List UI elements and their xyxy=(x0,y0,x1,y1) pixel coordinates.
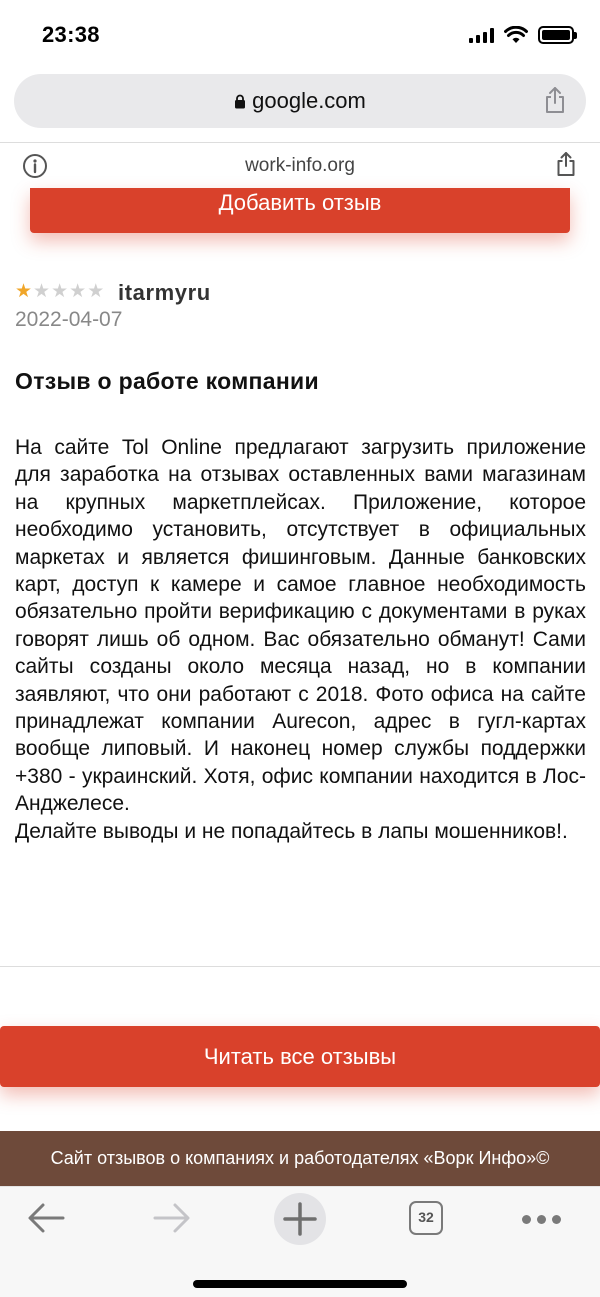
review-date: 2022-04-07 xyxy=(15,308,123,331)
review-title: Отзыв о работе компании xyxy=(15,368,319,394)
home-indicator xyxy=(193,1280,407,1288)
site-footer: Сайт отзывов о компаниях и работодателях «Ворк Инфо»© xyxy=(0,1131,600,1186)
new-tab-button[interactable] xyxy=(274,1193,326,1245)
star-empty-icon: ★ xyxy=(51,281,69,302)
review-paragraph: На сайте Tol Online предлагают загрузить приложение для заработка на отзывах оставленных вами магазинам на крупных маркетплейсах. Приложение, которое необходимо установить, отсутствует в официальных маркетах и является фишинговым. Данные банковских карт, доступ к камере и самое главное необходимость обязательно пройти верификацию с документами в руках говорят лишь об одном. Вас обязательно обманут! Сами сайты созданы около месяца назад, но в компании заявляют, что они работают с 2018. Фото офиса на сайте принадлежат компании Aurecon, адрес в гугл-картах вообще липовый. И наконец номер службы поддержки +380 - украинский. Хотя, офис компании находится в Лос-Анджелесе. xyxy=(15,436,586,816)
read-all-reviews-button[interactable]: Читать все отзывы xyxy=(0,1026,600,1087)
url-text: google.com xyxy=(252,88,366,113)
review-paragraph: Делайте выводы и не попадайтесь в лапы мошенников!. xyxy=(15,819,568,843)
star-filled-icon: ★ xyxy=(15,281,33,302)
status-icons xyxy=(469,26,574,44)
battery-icon xyxy=(538,26,574,44)
status-time: 23:38 xyxy=(42,22,100,47)
site-info-bar xyxy=(0,142,600,188)
plus-icon xyxy=(283,1202,317,1236)
wifi-icon xyxy=(504,26,528,44)
star-empty-icon: ★ xyxy=(33,281,51,302)
more-icon[interactable] xyxy=(522,1215,561,1224)
address-bar-center xyxy=(14,74,586,128)
tab-count-button[interactable]: 32 xyxy=(409,1201,443,1235)
cellular-signal-icon xyxy=(469,27,494,43)
lock-icon xyxy=(234,94,246,109)
forward-arrow-icon[interactable] xyxy=(152,1201,192,1235)
review-body xyxy=(15,434,586,845)
browser-toolbar xyxy=(0,1186,600,1297)
star-empty-icon: ★ xyxy=(87,281,105,302)
review-author: itarmyru xyxy=(118,280,211,305)
add-review-button[interactable]: Добавить отзыв xyxy=(30,188,570,233)
star-empty-icon: ★ xyxy=(69,281,87,302)
status-bar xyxy=(0,0,600,72)
divider xyxy=(0,966,600,967)
address-bar[interactable] xyxy=(14,74,586,128)
site-domain: work-info.org xyxy=(245,155,355,176)
share-icon[interactable] xyxy=(544,86,566,114)
rating-stars xyxy=(15,282,104,301)
back-arrow-icon[interactable] xyxy=(26,1201,66,1235)
site-share-icon[interactable] xyxy=(556,151,576,177)
